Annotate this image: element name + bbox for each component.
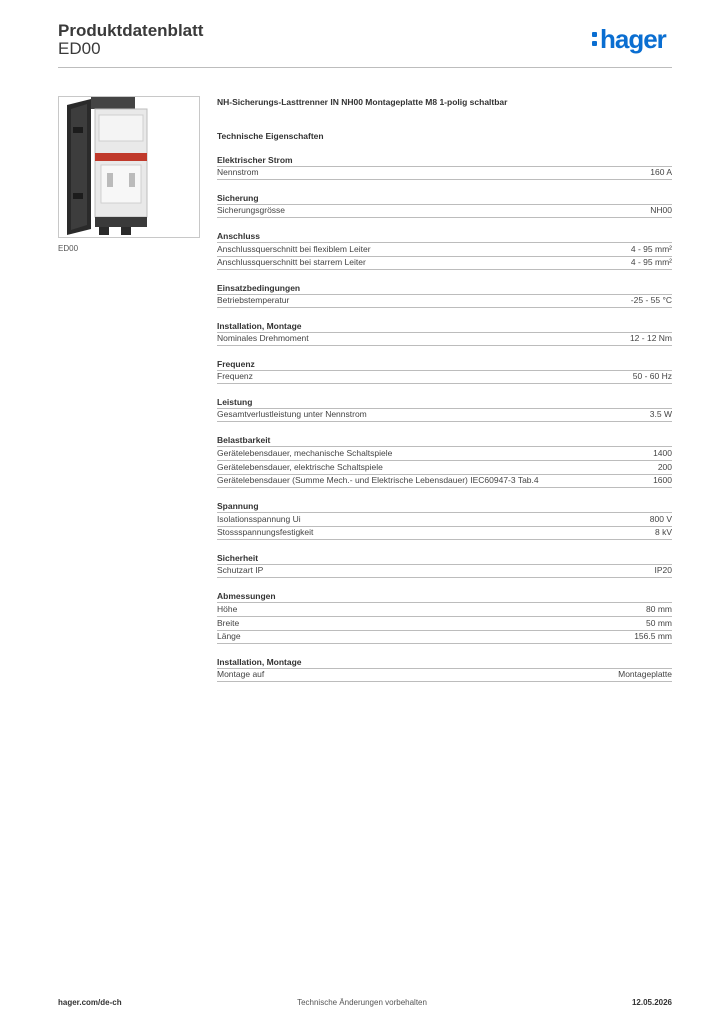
property-value: IP20 — [654, 565, 672, 575]
property-label: Gerätelebensdauer, elektrische Schaltspiele — [217, 462, 383, 472]
property-label: Höhe — [217, 604, 238, 614]
property-value: Montageplatte — [618, 669, 672, 679]
property-value: 200 — [657, 462, 672, 472]
group-title: Abmessungen — [217, 591, 276, 601]
property-group — [217, 155, 672, 180]
property-label: Betriebstemperatur — [217, 295, 290, 305]
property-value: 1400 — [653, 448, 672, 458]
group-title: Installation, Montage — [217, 321, 302, 331]
property-group — [217, 501, 672, 540]
property-row — [217, 602, 672, 616]
group-title: Anschluss — [217, 231, 260, 241]
image-caption: ED00 — [58, 244, 79, 253]
product-description: NH-Sicherungs-Lasttrenner IN NH00 Montageplatte M8 1-polig schaltbar — [217, 97, 508, 107]
property-row — [217, 668, 672, 682]
property-value: 3.5 W — [649, 409, 672, 419]
property-label: Länge — [217, 631, 241, 641]
property-row — [217, 630, 672, 644]
property-label: Stossspannungsfestigkeit — [217, 527, 314, 537]
property-group — [217, 591, 672, 644]
header-divider — [58, 67, 672, 68]
hager-logo — [592, 26, 666, 56]
property-value: 4 - 95 mm² — [630, 257, 672, 267]
product-image — [58, 96, 200, 238]
property-value: 50 - 60 Hz — [632, 371, 672, 381]
datasheet-main — [217, 96, 672, 682]
property-label: Montage auf — [217, 669, 265, 679]
property-row — [217, 616, 672, 630]
footer-date: 12.05.2026 — [631, 998, 672, 1007]
property-label: Anschlussquerschnitt bei flexiblem Leiter — [217, 244, 371, 254]
group-title: Einsatzbedingungen — [217, 283, 301, 293]
property-row — [217, 526, 672, 540]
group-title: Installation, Montage — [217, 657, 302, 667]
property-group — [217, 283, 672, 308]
property-label: Nennstrom — [217, 167, 259, 177]
property-row — [217, 242, 672, 256]
property-label: Schutzart IP — [217, 565, 264, 575]
group-title: Frequenz — [217, 359, 255, 369]
group-title: Belastbarkeit — [217, 435, 271, 445]
group-title: Spannung — [217, 501, 259, 511]
fuse-switch-icon — [59, 97, 199, 237]
property-row — [217, 204, 672, 218]
properties-heading: Technische Eigenschaften — [217, 131, 324, 141]
logo-text: hager — [600, 24, 666, 54]
property-label: Frequenz — [217, 371, 253, 381]
property-value: 1600 — [653, 475, 672, 485]
property-group — [217, 321, 672, 346]
group-title: Leistung — [217, 397, 253, 407]
property-value: 156.5 mm — [634, 631, 672, 641]
footer-website: hager.com/de-ch — [58, 998, 122, 1007]
property-value: 50 mm — [646, 618, 672, 628]
property-row — [217, 408, 672, 422]
property-group — [217, 193, 672, 218]
property-value: -25 - 55 °C — [630, 295, 672, 305]
property-label: Isolationsspannung Ui — [217, 514, 301, 524]
group-title: Sicherheit — [217, 553, 259, 563]
property-row — [217, 564, 672, 578]
property-group — [217, 435, 672, 488]
property-group — [217, 359, 672, 384]
property-value: 160 A — [650, 167, 672, 177]
property-label: Gerätelebensdauer (Summe Mech.- und Elektrische Lebensdauer) IEC60947-3 Tab.4 — [217, 475, 539, 485]
property-value: 800 V — [649, 514, 672, 524]
property-row — [217, 166, 672, 180]
property-row — [217, 460, 672, 474]
property-group — [217, 657, 672, 682]
property-row — [217, 474, 672, 488]
property-value: 8 kV — [654, 527, 672, 537]
property-value: NH00 — [650, 205, 672, 215]
property-groups — [217, 155, 672, 682]
property-value: 12 - 12 Nm — [629, 333, 672, 343]
property-row — [217, 370, 672, 384]
group-title: Elektrischer Strom — [217, 155, 293, 165]
logo-dots-icon — [592, 26, 598, 48]
property-label: Gerätelebensdauer, mechanische Schaltspiele — [217, 448, 393, 458]
property-group — [217, 553, 672, 578]
document-title: Produktdatenblatt — [58, 21, 204, 40]
property-group — [217, 397, 672, 422]
property-label: Gesamtverlustleistung unter Nennstrom — [217, 409, 367, 419]
property-label: Nominales Drehmoment — [217, 333, 309, 343]
footer-notice: Technische Änderungen vorbehalten — [297, 998, 427, 1007]
property-label: Breite — [217, 618, 240, 628]
group-title: Sicherung — [217, 193, 259, 203]
property-value: 4 - 95 mm² — [630, 244, 672, 254]
property-label: Anschlussquerschnitt bei starrem Leiter — [217, 257, 366, 267]
property-row — [217, 446, 672, 460]
property-row — [217, 256, 672, 270]
property-label: Sicherungsgrösse — [217, 205, 286, 215]
property-group — [217, 231, 672, 270]
property-row — [217, 332, 672, 346]
property-row — [217, 294, 672, 308]
property-row — [217, 512, 672, 526]
product-code: ED00 — [58, 39, 101, 58]
property-value: 80 mm — [646, 604, 672, 614]
